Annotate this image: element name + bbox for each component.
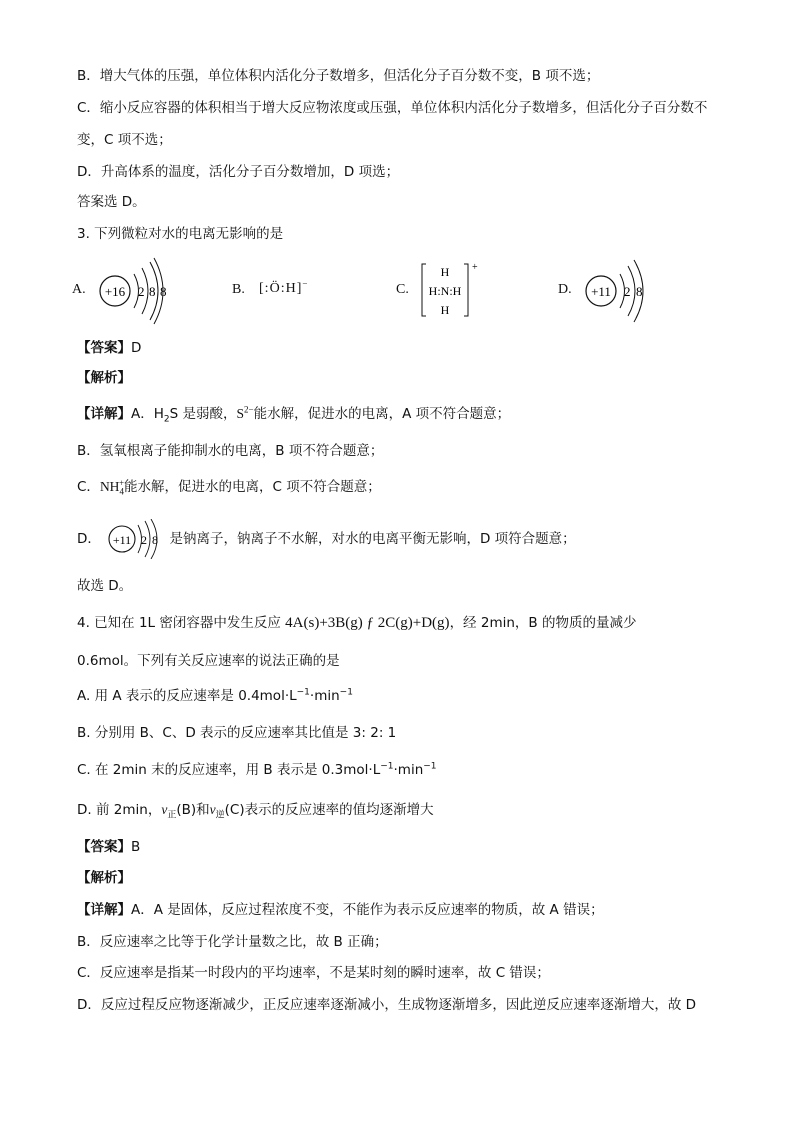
q4-detail-d: D．反应过程反应物逐渐减少，正反应速率逐渐减小，生成物逐渐增多，因此逆反应速率逐渐增大，故 D <box>77 997 697 1013</box>
q3-option-d-shell-2: 8 <box>636 284 643 299</box>
q4-answer-line: 【答案】B <box>77 839 141 855</box>
q3-option-b-hydroxide: [:Ö:H]− <box>259 278 309 296</box>
svg-text:+11: +11 <box>113 533 132 547</box>
svg-text:+: + <box>472 262 478 273</box>
q3-answer: D <box>131 340 142 356</box>
q3-option-b-letter: B. <box>232 282 245 297</box>
q3-option-d-atom-diagram <box>582 256 672 326</box>
q4-option-d: D. 前 2min，$v_正(B)$和$v_逆(C)$表示的反应速率的值均逐渐增大 <box>77 802 434 821</box>
q4-detail-b: B．反应速率之比等于化学计量数之比，故 B 正确； <box>77 934 388 950</box>
q3-option-d-letter: D. <box>558 282 572 297</box>
q4-option-a: A. 用 A 表示的反应速率是 $0.4mol\cdot L^{-1}\cdot\min^{-1}$ <box>77 687 353 704</box>
q3-analysis-tag: 【解析】 <box>77 370 131 386</box>
q2-option-c-explanation-line1: C．缩小反应容器的体积相当于增大反应物浓度或压强，单位体积内活化分子数增多，但活化分子百分数不 <box>77 100 708 116</box>
svg-text:H:N:H: H:N:H <box>428 284 462 298</box>
q3-option-a-atom-diagram <box>96 256 196 326</box>
q2-option-d-explanation: D．升高体系的温度，活化分子百分数增加，D 项选； <box>77 164 400 180</box>
q4-analysis-tag: 【解析】 <box>77 870 131 886</box>
q3-options-row <box>72 256 772 326</box>
q3-detail-a: 【详解】A．$H_2S$ 是弱酸，$S^{2-}$能水解，促进水的电离，A 项不符合题意； <box>77 404 511 425</box>
q4-stem-line2: 0.6mol。下列有关反应速率的说法正确的是 <box>77 653 340 669</box>
q3-detail-b: B．氢氧根离子能抑制水的电离，B 项不符合题意； <box>77 443 384 459</box>
q4-stem-line1: 4. 已知在 1L 密闭容器中发生反应 4A(s)+3B(g) ƒ 2C(g)+D(g)，经 2min，B 的物质的量减少 <box>77 615 637 631</box>
q3-detail-c: C．$NH_4^+$能水解，促进水的电离，C 项不符合题意； <box>77 477 381 497</box>
q4-answer: B <box>131 839 141 855</box>
answer-tag: 【答案】 <box>77 340 131 356</box>
q3-option-c-ammonium-structure <box>420 260 490 322</box>
svg-text:H: H <box>440 303 450 317</box>
q3-option-a-nucleus: +16 <box>104 284 126 299</box>
svg-text:8: 8 <box>152 533 159 547</box>
q4-detail-c: C．反应速率是指某一时段内的平均速率，不是某时刻的瞬时速率，故 C 错误； <box>77 965 550 981</box>
q2-option-b-explanation: B．增大气体的压强，单位体积内活化分子数增多，但活化分子百分数不变，B 项不选； <box>77 68 600 84</box>
q2-option-c-explanation-line2: 变，C 项不选； <box>77 132 172 148</box>
q3-option-a-shell-1: 2 <box>138 284 145 299</box>
q4-option-c: C. 在 2min 末的反应速率，用 B 表示是 $0.3mol\cdot L^{-1}\cdot\min^{-1}$ <box>77 761 437 778</box>
q3-detail-d-atom-diagram <box>105 519 165 559</box>
q4-option-b: B. 分别用 B、C、D 表示的反应速率其比值是 3: 2: 1 <box>77 725 397 741</box>
q3-option-a-shell-3: 8 <box>160 284 167 299</box>
svg-text:H: H <box>440 265 450 279</box>
q3-option-a-shell-2: 8 <box>149 284 156 299</box>
q3-detail-d: D． +11 2 8 是钠离子，钠离子不水解，对水的电离平衡无影响，D 项符合题意； <box>77 529 576 549</box>
q3-stem: 3. 下列微粒对水的电离无影响的是 <box>77 226 284 242</box>
q3-option-d-nucleus: +11 <box>591 284 611 299</box>
q3-conclusion: 故选 D。 <box>77 578 133 594</box>
q3-option-d-shell-1: 2 <box>624 284 631 299</box>
svg-text:2: 2 <box>141 533 148 547</box>
q4-equation: 4A(s)+3B(g) ƒ 2C(g)+D(g) <box>285 615 450 631</box>
q3-option-c-letter: C. <box>396 282 409 297</box>
q3-option-a-letter: A. <box>72 282 86 297</box>
q2-final-answer: 答案选 D。 <box>77 194 146 210</box>
q4-detail-a: 【详解】A．A 是固体，反应过程浓度不变，不能作为表示反应速率的物质，故 A 错误； <box>77 902 604 918</box>
q3-answer-line <box>77 338 141 358</box>
